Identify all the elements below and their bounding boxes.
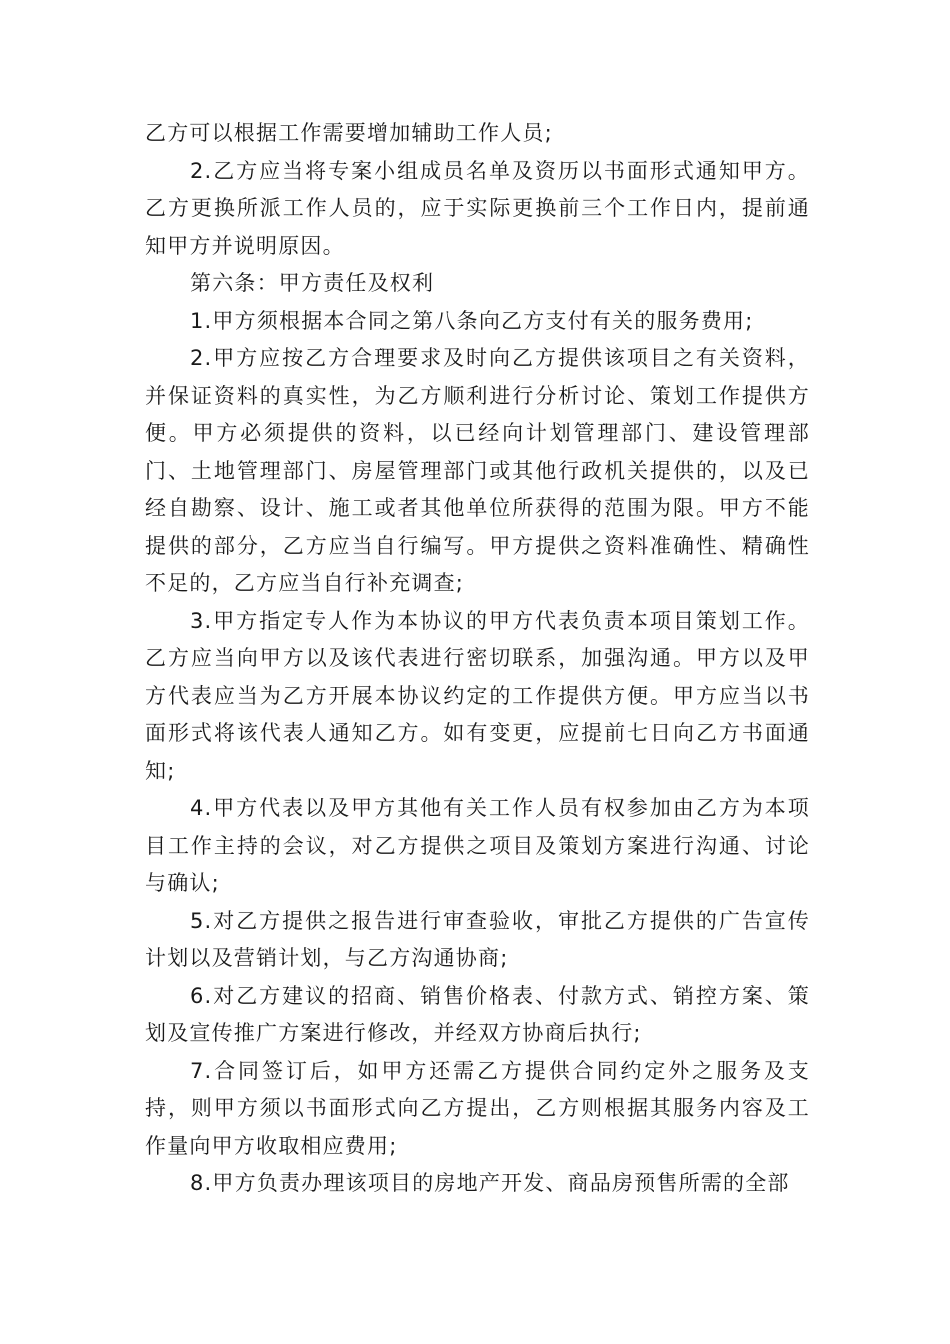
paragraph-clause-5-2: 2.乙方应当将专案小组成员名单及资历以书面形式通知甲方。乙方更换所派工作人员的，应于实际更换前三个工作日内，提前通知甲方并说明原因。: [145, 158, 810, 258]
paragraph-clause-6-5: 5.对乙方提供之报告进行审查验收，审批乙方提供的广告宣传计划以及营销计划，与乙方沟通协商;: [145, 908, 810, 970]
paragraph-clause-6-7: 7.合同签订后，如甲方还需乙方提供合同约定外之服务及支持，则甲方须以书面形式向乙方提出，乙方则根据其服务内容及工作量向甲方收取相应费用;: [145, 1058, 810, 1158]
paragraph-clause-6-3: 3.甲方指定专人作为本协议的甲方代表负责本项目策划工作。乙方应当向甲方以及该代表进行密切联系，加强沟通。甲方以及甲方代表应当为乙方开展本协议约定的工作提供方便。甲方应当以书面形式将该代表人通知乙方。如有变更，应提前七日向乙方书面通知;: [145, 608, 810, 783]
document-page: [145, 115, 810, 1203]
paragraph-clause-6-1: 1.甲方须根据本合同之第八条向乙方支付有关的服务费用;: [190, 308, 754, 333]
paragraph-clause-6-8: 8.甲方负责办理该项目的房地产开发、商品房预售所需的全部: [190, 1171, 790, 1195]
paragraph-clause-6-2: 2.甲方应按乙方合理要求及时向乙方提供该项目之有关资料，并保证资料的真实性，为乙方顺利进行分析讨论、策划工作提供方便。甲方必须提供的资料，以已经向计划管理部门、建设管理部门、土地管理部门、房屋管理部门或其他行政机关提供的，以及已经自勘察、设计、施工或者其他单位所获得的范围为限。甲方不能提供的部分，乙方应当自行编写。甲方提供之资料准确性、精确性不足的，乙方应当自行补充调查;: [145, 346, 810, 595]
paragraph-clause-6-6: 6.对乙方建议的招商、销售价格表、付款方式、销控方案、策划及宣传推广方案进行修改，并经双方协商后执行;: [145, 983, 810, 1045]
paragraph-continuation: 乙方可以根据工作需要增加辅助工作人员;: [145, 121, 553, 145]
section-heading-article-6: 第六条：甲方责任及权利: [190, 271, 435, 295]
paragraph-clause-6-4: 4.甲方代表以及甲方其他有关工作人员有权参加由乙方为本项目工作主持的会议，对乙方提供之项目及策划方案进行沟通、讨论与确认;: [145, 796, 810, 895]
